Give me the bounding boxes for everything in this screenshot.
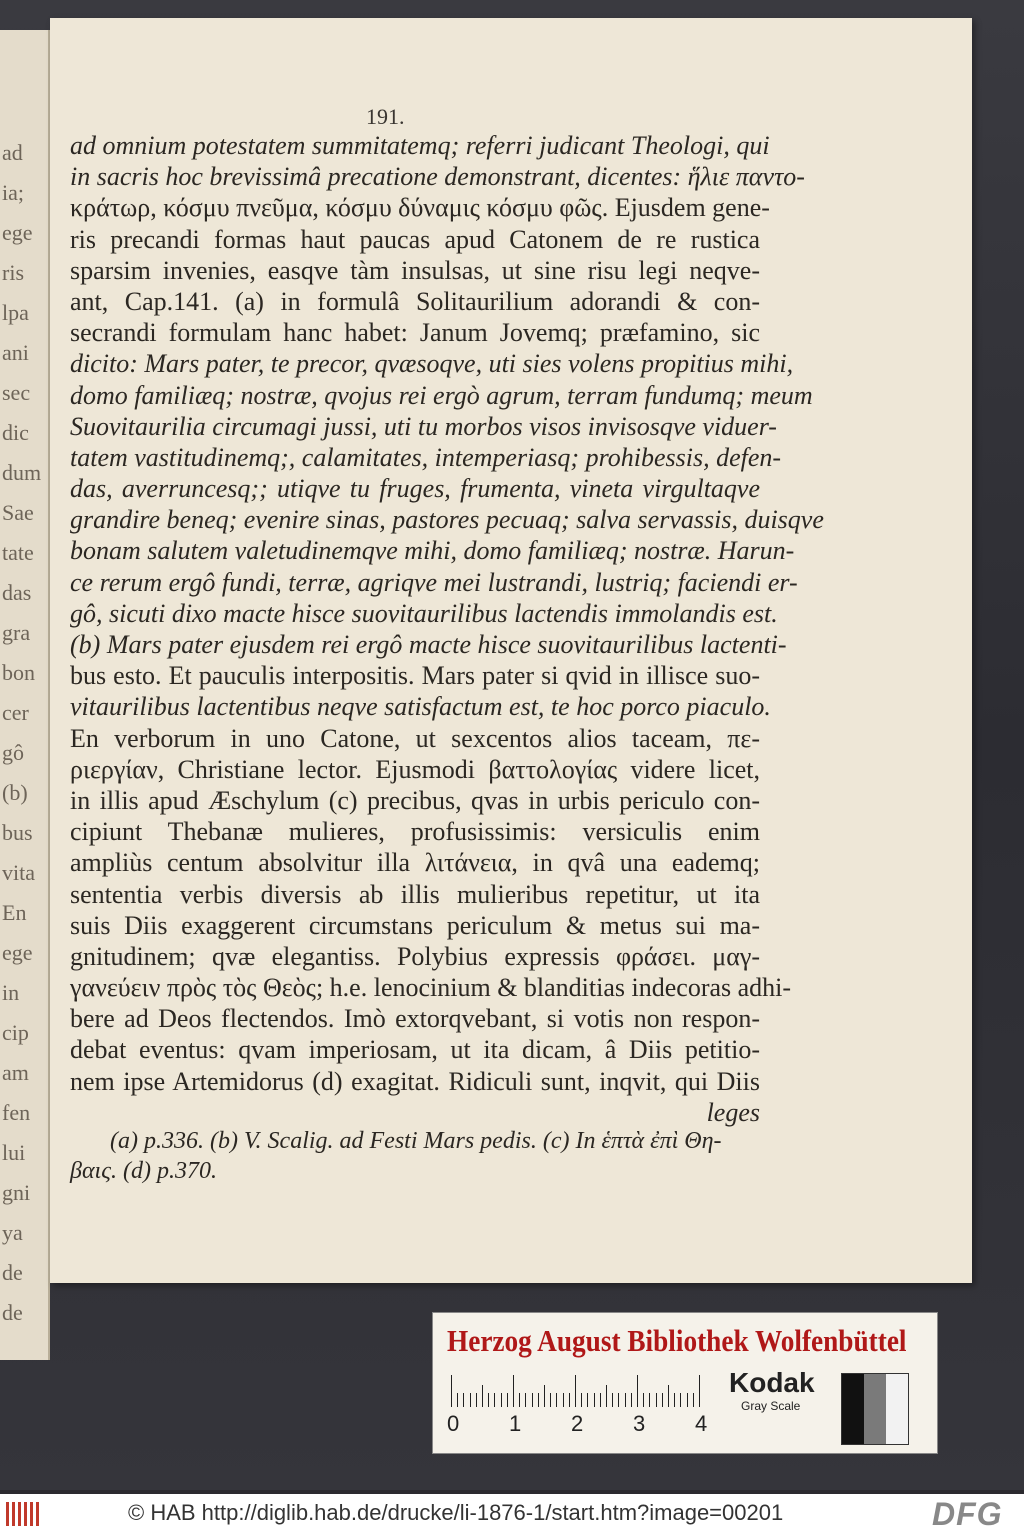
facing-page-fragment: ad	[2, 140, 23, 165]
gray-scale-patch	[841, 1373, 909, 1445]
ruler-tick	[488, 1393, 489, 1407]
facing-page-fragment: Sae	[2, 500, 34, 525]
page-body-text	[70, 130, 824, 1128]
text-line: γανεύειν πρὸς τὸς Θεὸς; h.e. lenocinium & blanditias indecoras adhi-	[70, 973, 792, 1003]
text-line: En verborum in uno Catone, ut sexcentos alios taceam, πε-	[70, 723, 760, 753]
ruler-tick	[643, 1393, 644, 1407]
ruler-tick	[587, 1393, 588, 1407]
text-line: tatem vastitudinemq;, calamitates, intemperiasq; prohibessis, defen-	[70, 442, 782, 472]
ruler-tick	[631, 1393, 632, 1407]
page-number: 191.	[366, 104, 405, 129]
ruler-tick	[538, 1393, 539, 1407]
facing-page-fragment: (b)	[2, 780, 28, 805]
catchword: leges	[706, 1097, 760, 1127]
text-line: gnitudinem; qvæ elegantiss. Polybius expressis φράσει. μαγ-	[70, 941, 760, 971]
facing-page-fragment: bus	[2, 820, 33, 845]
gray-swatch-dark	[842, 1374, 864, 1444]
text-line: ce rerum ergô fundi, terræ, agriqve mei lustrandi, lustriq; faciendi er-	[70, 567, 798, 597]
ruler-number: 1	[509, 1411, 522, 1436]
ruler-tick	[575, 1375, 576, 1407]
text-line: suis Diis exaggerent circumstans periculum & metus sui ma-	[70, 910, 760, 940]
text-line: grandire beneq; evenire sinas, pastores pecuaq; salva servassis, duisqve	[70, 505, 824, 535]
facing-page-fragment: vita	[2, 860, 35, 885]
facing-page-fragment: gra	[2, 620, 31, 645]
ruler-number: 0	[447, 1411, 460, 1436]
text-line: κράτωρ, κόσμυ πνεῦμα, κόσμυ δύναμις κόσμυ φῶς. Ejusdem gene-	[70, 193, 770, 223]
text-line: sententia verbis diversis ab illis mulieribus repetitur, ut ita	[70, 879, 760, 909]
scale-ruler	[451, 1373, 723, 1407]
ruler-tick	[544, 1385, 545, 1407]
text-line: ριεργίαν, Christiane lector. Ejusmodi βαττολογίας videre licet,	[70, 754, 760, 784]
kodak-subtitle: Gray Scale	[741, 1399, 801, 1413]
library-name: Herzog August Bibliothek Wolfenbüttel	[447, 1323, 907, 1358]
facing-page-fragment: ya	[2, 1220, 23, 1245]
ruler-tick	[482, 1385, 483, 1407]
facing-page-fragment: in	[2, 980, 20, 1005]
ruler-number: 2	[571, 1411, 584, 1436]
book-page	[50, 18, 972, 1283]
facing-page-fragment: das	[2, 580, 32, 605]
ruler-tick	[569, 1393, 570, 1407]
facing-page-fragment: am	[2, 1060, 29, 1085]
ruler-tick	[637, 1375, 638, 1407]
ruler-tick	[674, 1393, 675, 1407]
facing-page-fragment: ege	[2, 940, 33, 965]
text-line: (b) Mars pater ejusdem rei ergô macte hisce suovitaurilibus lactenti-	[70, 630, 787, 659]
text-line: in illis apud Æschylum (c) precibus, qvas in urbis periculo con-	[70, 785, 760, 815]
text-line: gô, sicuti dixo macte hisce suovitaurilibus lactendis immolandis est.	[70, 598, 778, 628]
ruler-tick	[668, 1385, 669, 1407]
text-line: domo familiæq; nostræ, qvojus rei ergò agrum, terram fundumq; meum	[70, 380, 813, 410]
facing-page-fragment: cer	[2, 700, 29, 725]
text-line: Suovitaurilia circumagi jussi, uti tu morbos visos invisosqve viduer-	[70, 411, 777, 441]
ruler-tick	[680, 1393, 681, 1407]
text-line: cipiunt Thebanæ mulieres, profusissimis: versiculis enim	[70, 817, 760, 847]
ruler-tick	[463, 1393, 464, 1407]
ruler-tick	[687, 1393, 688, 1407]
ruler-tick	[656, 1393, 657, 1407]
ruler-tick	[550, 1393, 551, 1407]
facing-page-fragment: fen	[2, 1100, 31, 1125]
text-line: debat eventus: qvam imperiosam, ut ita dicam, â Diis petitio-	[70, 1035, 760, 1065]
facing-page-fragment: dum	[2, 460, 42, 485]
ruler-number: 3	[633, 1411, 646, 1436]
text-line: sparsim invenies, easqve tàm insulsas, ut sine risu legi neqve-	[70, 255, 760, 285]
facing-page-edge	[0, 30, 50, 1360]
ruler-tick	[470, 1393, 471, 1407]
ruler-tick	[563, 1393, 564, 1407]
text-line: vitaurilibus lactentibus neqve satisfactum est, te hoc porco piaculo.	[70, 692, 771, 722]
facing-page-fragment: ia;	[2, 180, 24, 205]
text-line: nem ipse Artemidorus (d) exagitat. Ridiculi sunt, inqvit, qui Diis	[70, 1066, 760, 1096]
text-line: ampliùs centum absolvitur illa λιτάνεια, in qvâ una eademq;	[70, 848, 760, 878]
ruler-tick	[507, 1393, 508, 1407]
ruler-tick	[556, 1393, 557, 1407]
ruler-tick	[519, 1393, 520, 1407]
footer-bar	[0, 1494, 1024, 1534]
ruler-tick	[612, 1393, 613, 1407]
hab-logo-icon	[6, 1502, 42, 1526]
facing-page-fragment: de	[2, 1300, 23, 1325]
text-line: secrandi formulam hanc habet: Janum Jovemq; præfamino, sic	[70, 318, 760, 348]
facing-page-fragment: gô	[2, 740, 24, 765]
ruler-tick	[532, 1393, 533, 1407]
ruler-tick	[693, 1393, 694, 1407]
ruler-tick	[476, 1393, 477, 1407]
ruler-tick	[457, 1393, 458, 1407]
ruler-tick	[494, 1393, 495, 1407]
footnotes	[70, 1126, 760, 1186]
text-line: dicito: Mars pater, te precor, qvæsoqve, uti sies volens propitius mihi,	[70, 349, 794, 379]
text-line: bonam salutem valetudinemqve mihi, domo familiæq; nostræ. Harun-	[70, 536, 795, 566]
facing-page-fragment: ege	[2, 220, 33, 245]
ruler-tick	[501, 1393, 502, 1407]
facing-page-fragment: En	[2, 900, 27, 925]
text-line: in sacris hoc brevissimâ precatione demonstrant, dicentes: ἥλιε παντο-	[70, 162, 805, 192]
ruler-tick	[600, 1393, 601, 1407]
facing-page-fragment: tate	[2, 540, 34, 565]
gray-swatch-light	[886, 1374, 908, 1444]
text-line: das, averruncesq;; utiqve tu fruges, frumenta, vineta virgultaqve	[70, 474, 760, 504]
footnote-line: (a) p.336. (b) V. Scalig. ad Festi Mars pedis. (c) In ἑπτὰ ἐπὶ Θη-	[110, 1128, 722, 1154]
footer-credit: © HAB http://diglib.hab.de/drucke/li-1876-1/start.htm?image=00201	[128, 1500, 784, 1525]
text-line: bus esto. Et pauculis interpositis. Mars pater si qvid in illisce suo-	[70, 661, 760, 691]
facing-page-fragment: lui	[2, 1140, 26, 1165]
kodak-logo: Kodak	[729, 1367, 815, 1398]
library-color-target	[432, 1312, 938, 1454]
ruler-tick	[625, 1393, 626, 1407]
ruler-tick	[606, 1385, 607, 1407]
text-line: ris precandi formas haut paucas apud Catonem de re rustica	[70, 224, 760, 254]
ruler-tick	[699, 1375, 700, 1407]
facing-page-fragment: de	[2, 1260, 23, 1285]
ruler-tick	[581, 1393, 582, 1407]
ruler-tick	[662, 1393, 663, 1407]
facing-page-fragment: bon	[2, 660, 35, 685]
gray-swatch-mid	[864, 1374, 886, 1444]
facing-page-fragment: sec	[2, 380, 31, 405]
text-line: ad omnium potestatem summitatemq; referri judicant Theologi, qui	[70, 131, 770, 160]
dfg-logo: DFG	[932, 1496, 1003, 1532]
facing-page-fragment: ris	[2, 260, 24, 285]
ruler-number: 4	[695, 1411, 708, 1436]
ruler-tick	[594, 1393, 595, 1407]
facing-page-fragment: gni	[2, 1180, 31, 1205]
text-line: bere ad Deos flectendos. Imò extorqvebant, si votis non respon-	[70, 1004, 760, 1034]
ruler-tick	[513, 1375, 514, 1407]
ruler-tick	[451, 1375, 452, 1407]
ruler-tick	[649, 1393, 650, 1407]
facing-page-fragment: cip	[2, 1020, 29, 1045]
facing-page-fragment: ani	[2, 340, 29, 365]
facing-page-fragment: dic	[2, 420, 29, 445]
ruler-tick	[525, 1393, 526, 1407]
ruler-tick	[618, 1393, 619, 1407]
text-line: ant, Cap.141. (a) in formulâ Solitaurilium adorandi & con-	[70, 286, 760, 316]
footnote-line: βαις. (d) p.370.	[70, 1158, 217, 1184]
facing-page-fragment: lpa	[2, 300, 29, 325]
